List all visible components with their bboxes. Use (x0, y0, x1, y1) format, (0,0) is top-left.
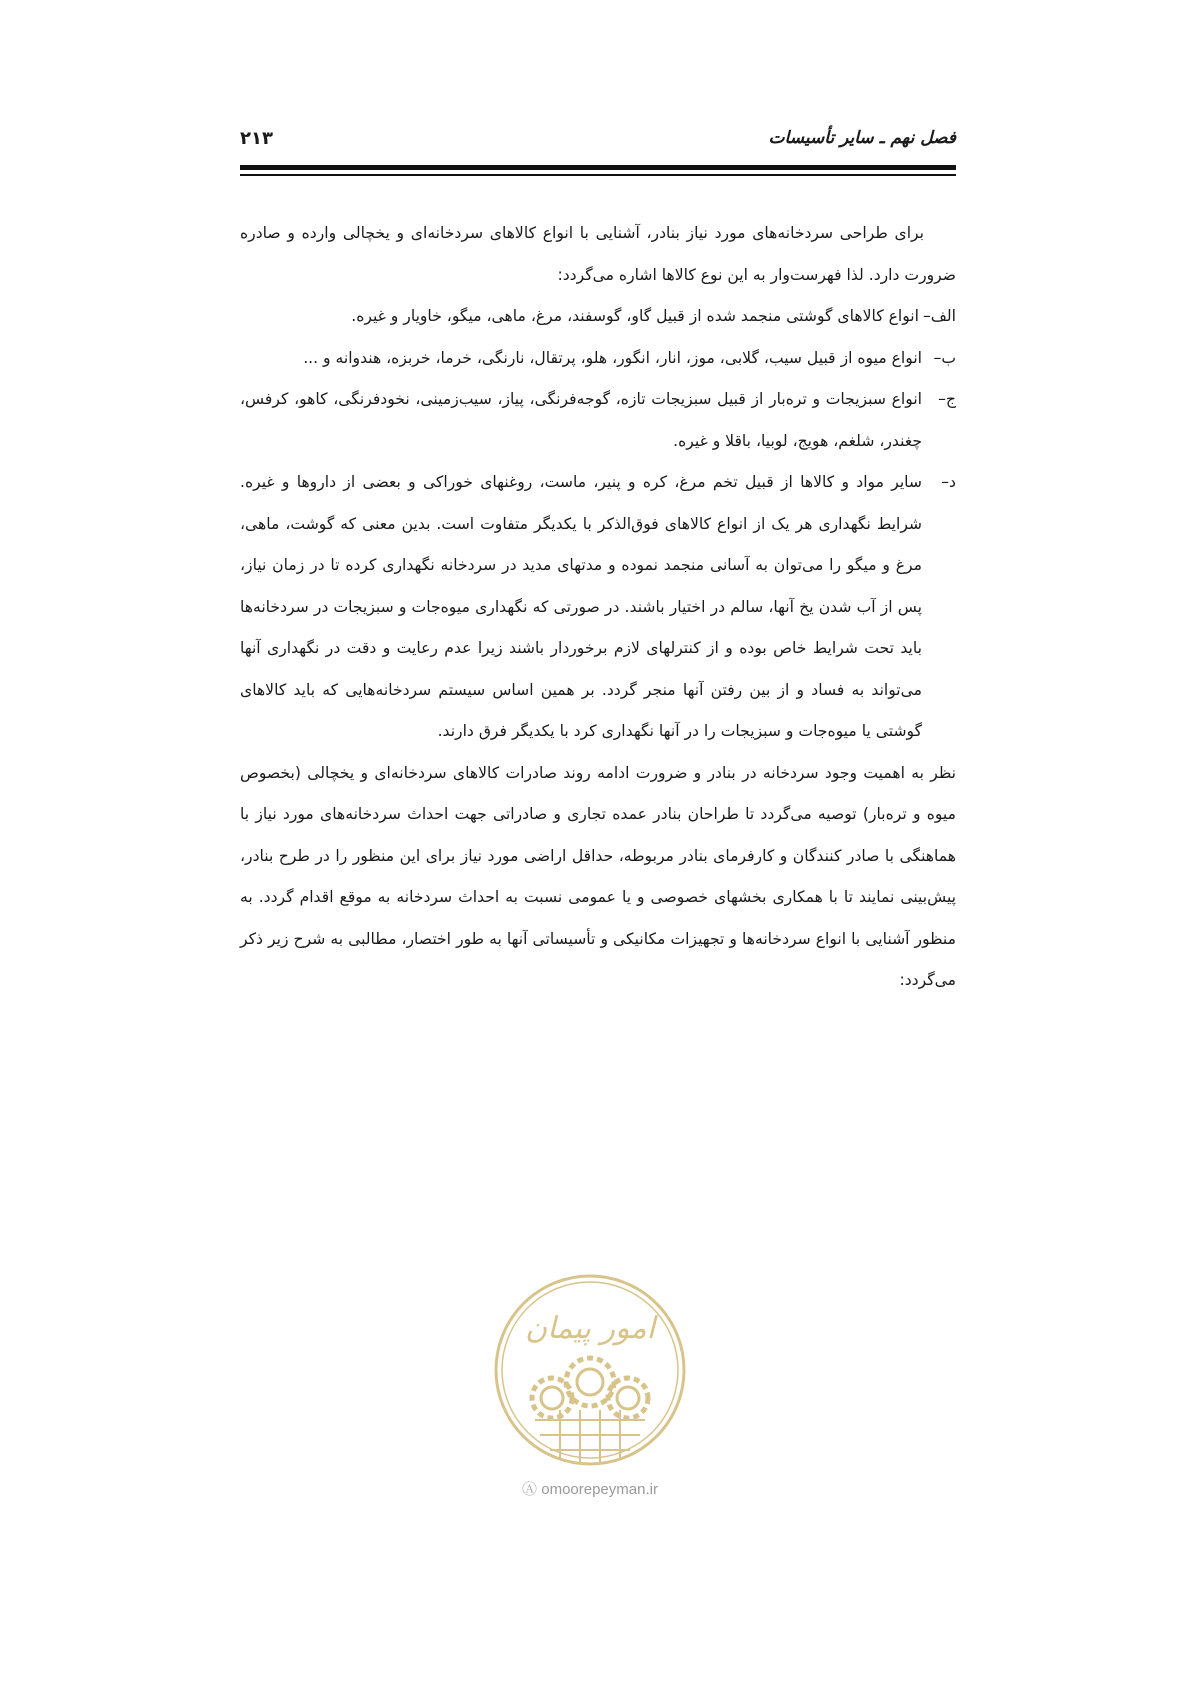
header-rule-thick (240, 165, 956, 170)
at-icon: Ⓐ (522, 1481, 538, 1498)
list-marker: الف– (922, 307, 956, 325)
list-marker: ب– (933, 348, 956, 367)
list-marker: ج– (938, 390, 956, 408)
chapter-title: فصل نهم ـ سایر تأسیسات (768, 128, 956, 148)
list-item (240, 379, 956, 462)
watermark-logo-text: امور پیمان (525, 1311, 655, 1346)
watermark-url-text: omoorepeyman.ir (541, 1481, 658, 1498)
list-text: انواع میوه از قبیل سیب، گلابی، موز، انار، انگور، هلو، پرتقال، نارنگی، خرما، خربزه، هندوانه و ... (303, 348, 922, 367)
page-header (240, 128, 956, 154)
list-text: سایر مواد و کالاها از قبیل تخم مرغ، کره و پنیر، ماست، روغنهای خوراکی و بعضی از داروها و غیره. شرایط نگهداری هر یک از انواع کالاهای فوق‌الذکر با یکدیگر متفاوت است. بدین معنی که گوشت، ماهی، مرغ و میگو را می‌توان به آسانی منجمد نموده و مدتهای مدید در سردخانه نگهداری کرده تا در زمان نیاز، پس از آب شدن یخ آنها، سالم در اختیار باشند. در صورتی که نگهداری میوه‌جات و سبزیجات در سردخانه‌ها باید تحت شرایط خاص بوده و از کنترلهای لازم برخوردار باشند زیرا عدم رعایت و دقت در نگهداری آنها می‌تواند به فساد و از بین رفتن آنها منجر گردد. بر همین اساس سیستم سردخانه‌هایی که باید کالاهای گوشتی یا میوه‌جات و سبزیجات را در آنها نگهداری کرد با یکدیگر فرق دارند. (240, 473, 922, 740)
body-text (240, 213, 956, 1002)
list-text: انواع کالاهای گوشتی منجمد شده از قبیل گاو، گوسفند، مرغ، ماهی، میگو، خاویار و غیره. (351, 307, 919, 325)
list-item (240, 462, 956, 753)
list-item (240, 296, 956, 338)
watermark-logo (490, 1270, 690, 1470)
list-text: انواع سبزیجات و تره‌بار از قبیل سبزیجات تازه، گوجه‌فرنگی، پیاز، سیب‌زمینی، نخودفرنگی، کاهو، کرفس، چغندر، شلغم، هویج، لوبیا، باقلا و غیره. (240, 390, 922, 450)
header-rule-thin (240, 174, 956, 176)
list-item (240, 338, 956, 380)
page-number: ۲۱۳ (240, 128, 273, 149)
closing-paragraph: نظر به اهمیت وجود سردخانه در بنادر و ضرورت ادامه روند صادرات کالاهای سردخانه‌ای و یخچالی (بخصوص میوه و تره‌بار) توصیه می‌گردد تا طراحان بنادر عمده تجاری و صادراتی جهت احداث سردخانه‌های مورد نیاز با هماهنگی با صادر کنندگان و کارفرمای بنادر مربوطه، حداقل اراضی مورد نیاز برای این منظور را در طرح بنادر، پیش‌بینی نمایند تا با همکاری بخشهای خصوصی و یا عمومی نسبت به احداث سردخانه به موقع اقدام گردد. به منظور آشنایی با انواع سردخانه‌ها و تجهیزات مکانیکی و تأسیساتی آنها به طور اختصار، مطالبی به شرح زیر ذکر می‌گردد: (240, 763, 956, 989)
intro-paragraph: برای طراحی سردخانه‌های مورد نیاز بنادر، آشنایی با انواع کالاهای سردخانه‌ای و یخچالی وارده و صادره ضرورت دارد. لذا فهرست‌وار به این نوع کالاها اشاره می‌گردد: (240, 224, 956, 284)
watermark-url (470, 1478, 710, 1499)
list-marker: د– (941, 473, 956, 491)
